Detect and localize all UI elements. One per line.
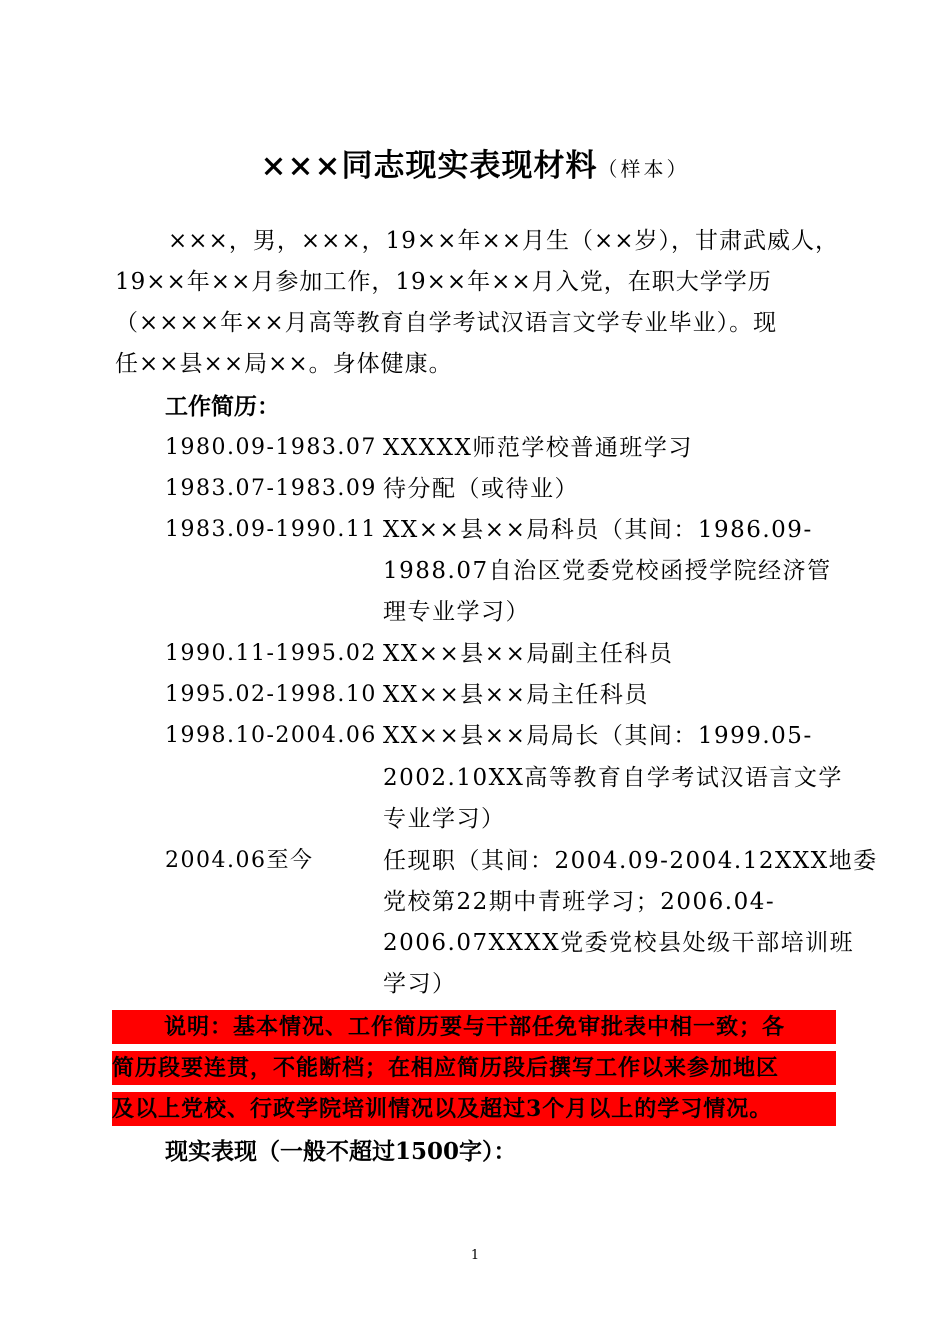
- page-number: 1: [470, 1248, 480, 1263]
- resume-period: 1980.09-1983.07: [165, 435, 377, 460]
- performance-heading: 现实表现（一般不超过1500字）：: [165, 1138, 517, 1165]
- resume-desc: 待分配（或待业）: [383, 476, 579, 502]
- title-main: ×××同志现实表现材料: [260, 148, 598, 184]
- intro-line-4: 任××县××局××。身体健康。: [115, 351, 453, 377]
- intro-line-2: 19××年××月参加工作，19××年××月入党，在职大学学历: [115, 269, 772, 295]
- intro-line-3: （××××年××月高等教育自学考试汉语言文学专业毕业）。现: [115, 310, 778, 336]
- resume-desc: 任现职（其间：2004.09-2004.12XXX地委: [383, 848, 878, 874]
- resume-period: 1990.11-1995.02: [165, 641, 377, 666]
- resume-period: 1983.07-1983.09: [165, 476, 377, 501]
- resume-period: 1998.10-2004.06: [165, 723, 377, 748]
- resume-desc: 2002.10XX高等教育自学考试汉语言文学: [383, 765, 843, 791]
- resume-period: 1983.09-1990.11: [165, 517, 377, 542]
- resume-desc: 理专业学习）: [383, 599, 530, 625]
- resume-heading: 工作简历：: [165, 393, 280, 420]
- resume-desc: 学习）: [383, 971, 457, 997]
- resume-desc: XX××县××局副主任科员: [383, 641, 674, 667]
- document-title: [0, 140, 950, 185]
- resume-desc: XX××县××局科员（其间：1986.09-: [383, 517, 813, 543]
- note-line-1: 说明：基本情况、工作简历要与干部任免审批表中相一致；各: [112, 1010, 836, 1044]
- resume-period: 2004.06至今: [165, 848, 314, 873]
- resume-desc: 2006.07XXXX党委党校县处级干部培训班: [383, 930, 855, 956]
- resume-period: 1995.02-1998.10: [165, 682, 377, 707]
- resume-desc: 1988.07自治区党委党校函授学院经济管: [383, 558, 832, 584]
- resume-desc: XX××县××局局长（其间：1999.05-: [383, 723, 813, 749]
- title-sub: （样本）: [597, 157, 690, 181]
- note-line-3: 及以上党校、行政学院培训情况以及超过3个月以上的学习情况。: [112, 1092, 836, 1126]
- intro-line-1: ×××，男，×××，19××年××月生（××岁），甘肃武威人，: [168, 228, 840, 254]
- resume-desc: 专业学习）: [383, 806, 506, 832]
- resume-desc: XXXXX师范学校普通班学习: [383, 435, 693, 461]
- note-line-2: 简历段要连贯，不能断档；在相应简历段后撰写工作以来参加地区: [112, 1051, 836, 1085]
- resume-desc: 党校第22期中青班学习；2006.04-: [383, 889, 776, 915]
- resume-desc: XX××县××局主任科员: [383, 682, 649, 708]
